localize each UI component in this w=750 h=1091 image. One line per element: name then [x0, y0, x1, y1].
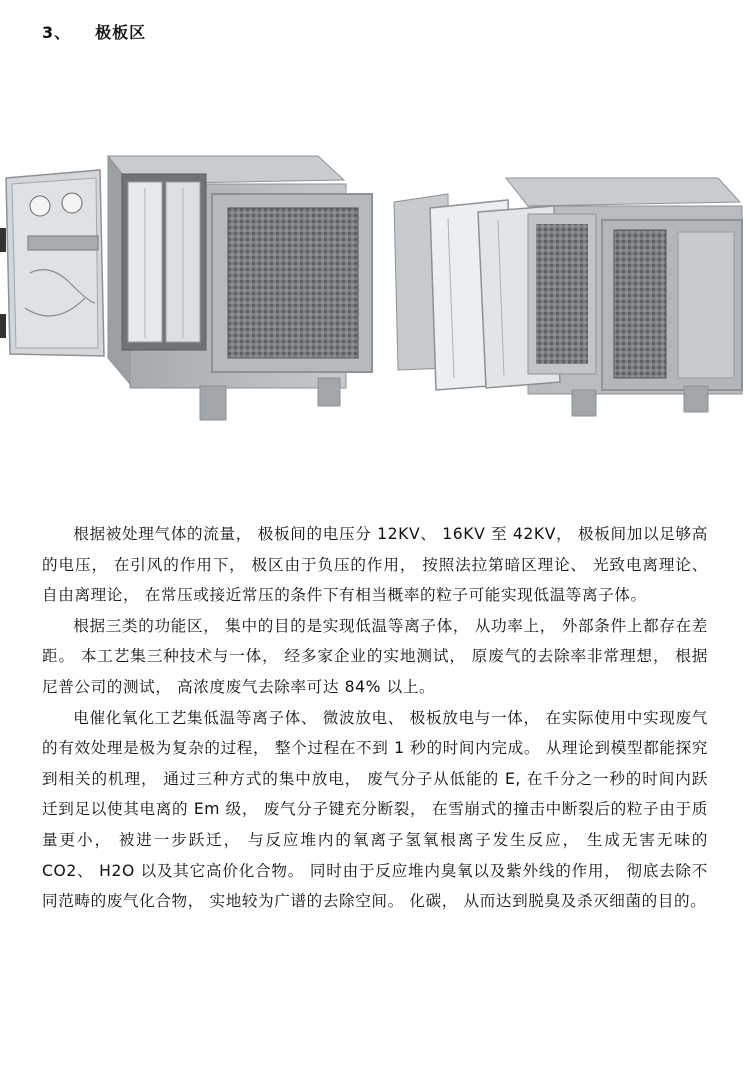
paragraph-2: 根据三类的功能区， 集中的目的是实现低温等离子体， 从功率上， 外部条件上都存在差距。 本工艺集三种技术与一体， 经多家企业的实地测试， 原废气的去除率非常理想， 根据尼普公司的测试， 高浓度废气去除率可达 84% 以上。	[42, 616, 708, 696]
body-text	[42, 519, 708, 917]
section-number: 3、	[42, 23, 72, 42]
section-heading	[42, 20, 146, 43]
product-photo-plates-extracted	[388, 168, 750, 418]
paragraph-3: 电催化氧化工艺集低温等离子体、 微波放电、 极板放电与一体， 在实际使用中实现废气的有效处理是极为复杂的过程， 整个过程在不到 1 秒的时间内完成。 从理论到模型都能探究到相关的机理， 通过三种方式的集中放电， 废气分子从低能的 E, 在千分之一秒的时间内跃迁到足以使其电离的 Em 级， 废气分子键充分断裂， 在雪崩式的撞击中断裂后的粒子由于质量更小， 被进一步跃迁， 与反应堆内的氧离子氢氧根离子发生反应， 生成无害无味的 CO2、 H2O 以及其它高价化合物。 同时由于反应堆内臭氧以及紫外线的作用， 彻底去除不同范畴的废气化合物， 实地较为广谱的去除空间。 化碳， 从而达到脱臭及杀灭细菌的目的。	[42, 708, 708, 911]
section-title: 极板区	[95, 23, 147, 42]
product-photo-door-open	[0, 148, 378, 428]
paragraph-1: 根据被处理气体的流量， 极板间的电压分 12KV、 16KV 至 42KV， 极板间加以足够高的电压， 在引风的作用下， 极区由于负压的作用， 按照法拉第暗区理论、 光致电离理论、 自由离理论， 在常压或接近常压的条件下有相当概率的粒子可能实现低温等离子体。	[42, 525, 708, 605]
